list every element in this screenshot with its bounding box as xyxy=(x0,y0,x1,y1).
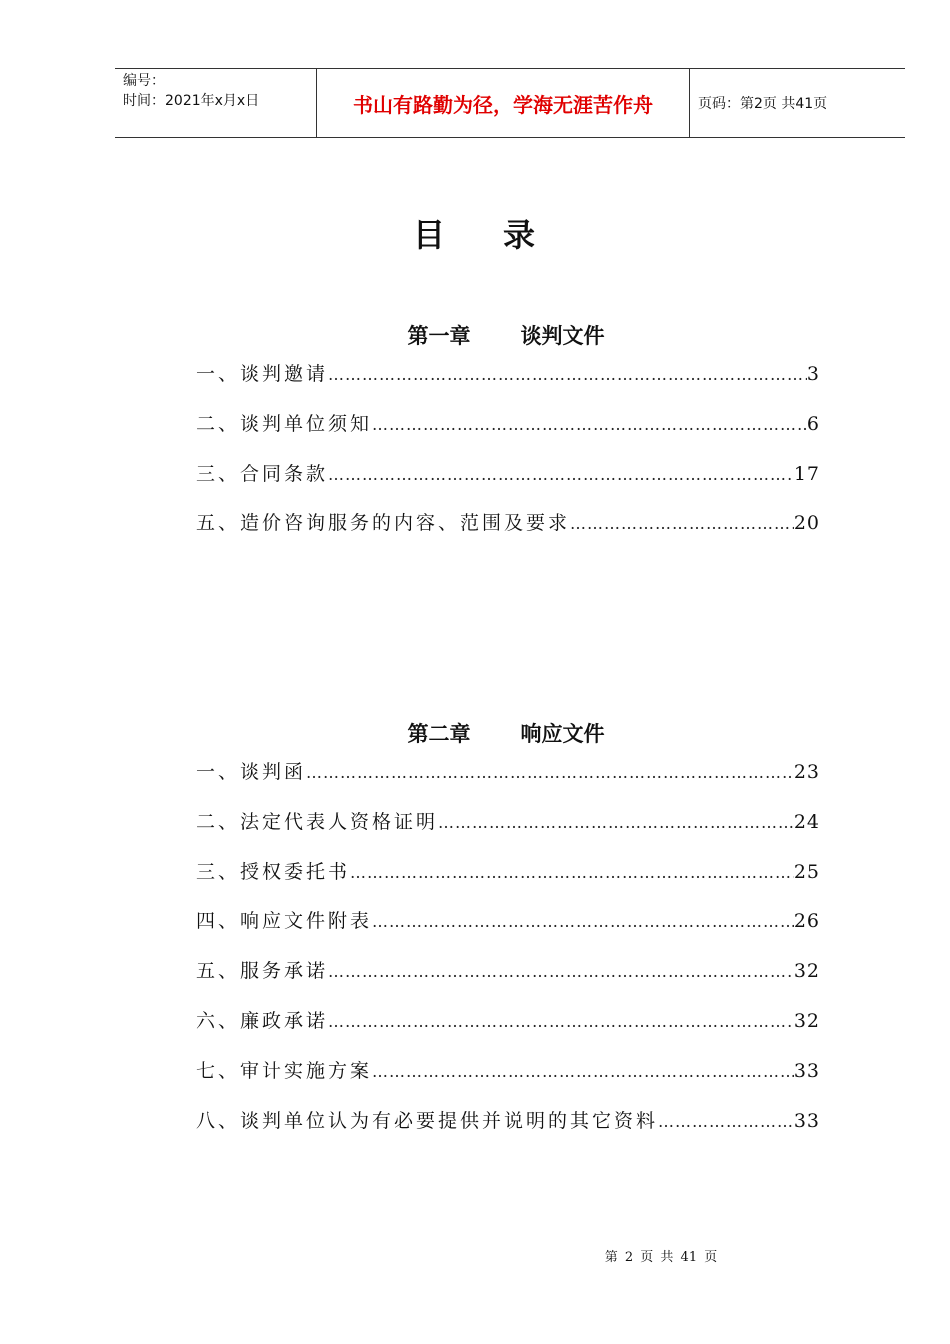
toc-entry-page: 33 xyxy=(793,1109,820,1132)
toc-leader xyxy=(372,1062,794,1081)
toc-entry-page: 6 xyxy=(806,412,820,435)
toc-leader xyxy=(328,962,794,981)
toc-entry-page: 23 xyxy=(793,761,820,783)
toc-entry-label: 八、谈判单位认为有必要提供并说明的其它资料 xyxy=(196,1109,659,1132)
toc-entry-page: 32 xyxy=(793,960,820,983)
toc-entry[interactable] xyxy=(196,459,820,509)
toc-entry-page: 32 xyxy=(793,1009,820,1032)
toc-entry-label: 一、谈判邀请 xyxy=(196,363,329,385)
toc-title-part1: 目 xyxy=(412,216,447,254)
toc-entry-label: 一、谈判函 xyxy=(196,761,307,783)
toc-entry[interactable] xyxy=(196,757,820,807)
toc-entry-page: 25 xyxy=(793,860,820,883)
chapter-2-number: 第二章 xyxy=(407,722,471,746)
page-header xyxy=(115,68,905,138)
toc-entry[interactable] xyxy=(196,1056,820,1106)
toc-entry-page: 33 xyxy=(793,1059,820,1082)
toc-entry-label: 五、服务承诺 xyxy=(196,960,329,983)
time-label: 时间：2021年x月x日 xyxy=(123,93,260,109)
toc-entry[interactable] xyxy=(196,807,820,857)
number-label: 编号： xyxy=(123,73,165,89)
toc-leader xyxy=(350,863,794,882)
toc-entry-page: 26 xyxy=(793,910,820,933)
toc-entry-label: 三、合同条款 xyxy=(196,462,329,485)
toc-entry-label: 七、审计实施方案 xyxy=(196,1059,373,1082)
toc-leader xyxy=(658,1112,794,1131)
toc-entry-label: 五、造价咨询服务的内容、范围及要求 xyxy=(196,512,571,535)
toc-leader xyxy=(438,813,794,832)
toc-leader xyxy=(328,1012,794,1031)
header-page-info: 页码：第2页 共41页 xyxy=(698,96,828,112)
toc-entry-page: 3 xyxy=(806,363,820,385)
toc-leader xyxy=(306,763,794,782)
chapter-1-heading xyxy=(0,320,950,350)
toc-entry-label: 四、响应文件附表 xyxy=(196,910,373,933)
toc-leader xyxy=(570,514,794,533)
toc-entry-page: 20 xyxy=(793,512,820,535)
toc-entry[interactable] xyxy=(196,857,820,907)
toc-title xyxy=(0,210,950,256)
toc-entry[interactable] xyxy=(196,956,820,1006)
header-meta xyxy=(115,69,316,137)
toc-entry-label: 二、谈判单位须知 xyxy=(196,412,373,435)
toc-leader xyxy=(328,465,794,484)
toc-leader xyxy=(328,365,807,384)
chapter-1-name: 谈判文件 xyxy=(520,324,605,348)
chapter-1-number: 第一章 xyxy=(407,324,471,348)
toc-entry[interactable] xyxy=(196,1006,820,1056)
toc-entry[interactable] xyxy=(196,508,820,558)
toc-entry-label: 三、授权委托书 xyxy=(196,860,351,883)
toc-leader xyxy=(372,912,794,931)
toc-entry[interactable] xyxy=(196,409,820,459)
page-footer: 第 2 页 共 41 页 xyxy=(604,1250,718,1265)
chapter-1-toc xyxy=(196,359,820,558)
toc-entry[interactable] xyxy=(196,1106,820,1156)
header-motto: 书山有路勤为径，学海无涯苦作舟 xyxy=(316,69,690,137)
toc-entry-label: 六、廉政承诺 xyxy=(196,1009,329,1032)
toc-entry[interactable] xyxy=(196,906,820,956)
chapter-2-toc xyxy=(196,757,820,1155)
toc-entry-page: 17 xyxy=(793,462,820,485)
toc-entry-page: 24 xyxy=(793,810,820,833)
toc-leader xyxy=(372,415,807,434)
toc-entry-label: 二、法定代表人资格证明 xyxy=(196,810,439,833)
toc-title-part2: 录 xyxy=(503,216,538,254)
chapter-2-heading xyxy=(0,718,950,748)
chapter-2-name: 响应文件 xyxy=(520,722,605,746)
toc-entry[interactable] xyxy=(196,359,820,409)
